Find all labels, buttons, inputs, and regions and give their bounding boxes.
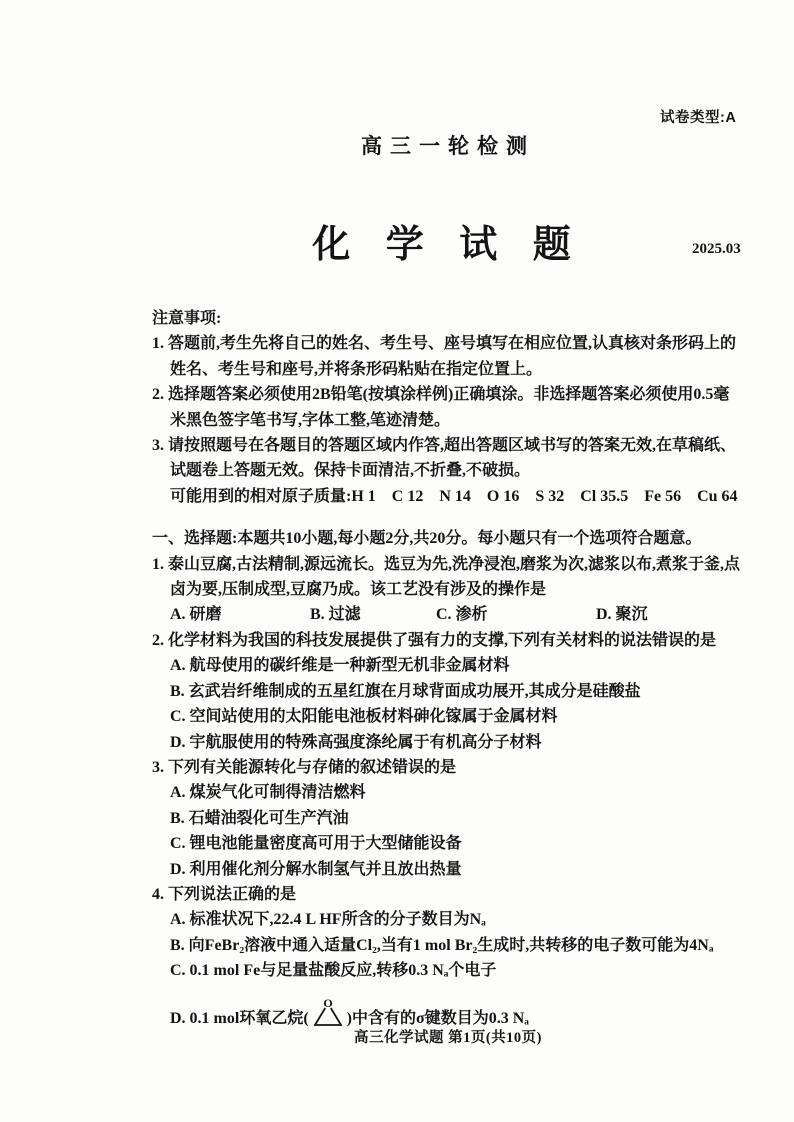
- section-1-heading: 一、选择题:本题共10小题,每小题2分,共20分。每小题只有一个选项符合题意。: [152, 530, 702, 548]
- question-4-option-d-suffix: )中含有的σ键数目为0.3 Nₐ: [346, 1009, 529, 1027]
- question-3-option-c: C. 锂电池能量密度高可用于大型储能设备: [170, 835, 462, 853]
- question-2-option-c: C. 空间站使用的太阳能电池板材料砷化镓属于金属材料: [170, 708, 558, 726]
- atomic-masses-line: 可能用到的相对原子质量:H 1 C 12 N 14 O 16 S 32 Cl 35.5 Fe 56 Cu 64: [170, 487, 738, 505]
- question-3-option-b: B. 石蜡油裂化可生产汽油: [170, 809, 349, 827]
- exam-title: 化 学 试 题: [312, 224, 584, 266]
- question-3-text: 3. 下列有关能源转化与存储的叙述错误的是: [152, 758, 457, 776]
- question-2-option-d: D. 宇航服使用的特殊高强度涤纶属于有机高分子材料: [170, 733, 542, 751]
- question-2: [152, 628, 744, 755]
- question-1: [152, 552, 744, 628]
- notice-item-3: 3. 请按照题号在各题目的答题区域内作答,超出答题区域书写的答案无效,在草稿纸、试题卷上答题无效。保持卡面清洁,不折叠,不破损。: [152, 437, 737, 480]
- question-2-option-a: A. 航母使用的碳纤维是一种新型无机非金属材料: [170, 657, 510, 675]
- epoxide-oxygen-label: O: [323, 995, 333, 1010]
- notice-item-1: 1. 答题前,考生先将自己的姓名、考生号、座号填写在相应位置,认真核对条形码上的姓名、考生号和座号,并将条形码粘贴在指定位置上。: [152, 335, 737, 378]
- notice-item-2: 2. 选择题答案必须使用2B铅笔(按填涂样例)正确填涂。非选择题答案必须使用0.5毫米黑色签字笔书写,字体工整,笔迹清楚。: [152, 386, 730, 429]
- question-1-text: 1. 泰山豆腐,古法精制,源远流长。选豆为先,洗净浸泡,磨浆为次,滤浆以布,煮浆于釜,点卤为要,压制成型,豆腐乃成。该工艺没有涉及的操作是: [152, 555, 741, 599]
- question-2-option-b: B. 玄武岩纤维制成的五星红旗在月球背面成功展开,其成分是硅酸盐: [170, 682, 641, 700]
- paper-type-label: 试卷类型:A: [660, 110, 737, 126]
- page-footer: 高三化学试题 第1页(共10页): [353, 1030, 543, 1046]
- question-4-option-d-prefix: D. 0.1 mol环氧乙烷(: [170, 1009, 309, 1027]
- question-4-option-b: B. 向FeBr₂溶液中通入适量Cl₂,当有1 mol Br₂生成时,共转移的电子数可能为4Nₐ: [170, 936, 714, 954]
- question-3-option-a: A. 煤炭气化可制得清洁燃料: [170, 784, 366, 802]
- question-1-option-d: D. 聚沉: [596, 606, 648, 624]
- question-1-options: [152, 602, 744, 627]
- question-1-option-b: B. 过滤: [310, 606, 361, 624]
- question-1-option-a: A. 研磨: [170, 606, 222, 624]
- exam-round-title: 高三一轮检测: [361, 134, 535, 158]
- exam-date: 2025.03: [692, 241, 741, 257]
- question-2-text: 2. 化学材料为我国的科技发展提供了强有力的支撑,下列有关材料的说法错误的是: [152, 631, 717, 649]
- question-4-option-a: A. 标准状况下,22.4 L HF所含的分子数目为Nₐ: [170, 911, 486, 929]
- question-3: [152, 755, 744, 882]
- exam-body: [152, 306, 744, 1036]
- question-4: [152, 882, 744, 1036]
- question-4-option-c: C. 0.1 mol Fe与足量盐酸反应,转移0.3 Nₐ个电子: [170, 962, 497, 980]
- question-1-option-c: C. 渗析: [436, 606, 488, 624]
- question-4-text: 4. 下列说法正确的是: [152, 885, 297, 903]
- notices-heading: 注意事项:: [152, 310, 222, 327]
- question-3-option-d: D. 利用催化剂分解水制氢气并且放出热量: [170, 860, 462, 878]
